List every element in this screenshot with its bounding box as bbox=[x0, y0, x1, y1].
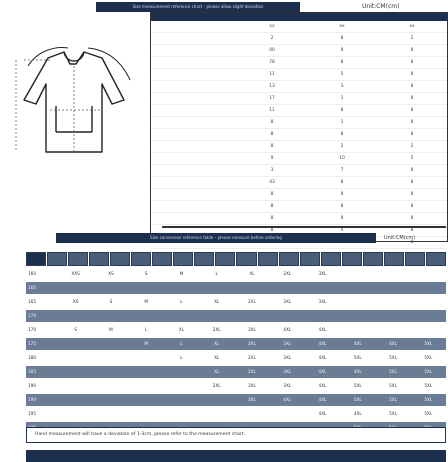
footer-note: Hand measurement will have a deviation of 1-3cm, please refer to the measurement chart. bbox=[26, 427, 446, 443]
table-cell: 8 bbox=[340, 192, 344, 197]
table-cell: 170 bbox=[28, 327, 36, 332]
header-title-bar: Size measurement reference chart – please allow slight deviation bbox=[96, 2, 300, 12]
table-cell: 4XL bbox=[389, 341, 397, 346]
col-header bbox=[225, 13, 299, 21]
table-cell: 160 bbox=[28, 271, 36, 276]
size-chip bbox=[47, 252, 67, 266]
table-cell bbox=[375, 282, 410, 294]
table-cell: 190 bbox=[28, 397, 36, 402]
table-cell: 8 bbox=[410, 48, 414, 53]
table-cell: 5XL bbox=[424, 369, 433, 374]
table-cell: 10 bbox=[339, 156, 345, 161]
table-cell: XL bbox=[214, 341, 220, 346]
table-cell: 2XL bbox=[212, 383, 221, 388]
table-cell: 2XL bbox=[248, 355, 256, 360]
table-cell: 1 bbox=[340, 96, 344, 101]
table-cell: 8 bbox=[340, 204, 344, 209]
table-cell bbox=[129, 282, 164, 294]
table-cell: 4XL bbox=[318, 411, 327, 416]
table-cell: 1 bbox=[340, 120, 344, 125]
table-cell: 3XL bbox=[283, 369, 292, 374]
table-cell: 8 bbox=[340, 216, 344, 221]
table-cell: 9 bbox=[270, 156, 274, 161]
table-cell: 165 bbox=[28, 299, 36, 304]
table-cell: 5XL bbox=[424, 383, 433, 388]
table-cell: 5XL bbox=[424, 355, 433, 360]
table-cell: 8 bbox=[270, 144, 274, 149]
table-cell: 5XL bbox=[424, 411, 433, 416]
table-cell: 3XL bbox=[318, 271, 327, 276]
table-cell bbox=[270, 282, 305, 294]
table-cell bbox=[164, 380, 199, 392]
table-cell bbox=[93, 394, 128, 406]
table-cell: 8 bbox=[410, 108, 414, 113]
table-cell: XS bbox=[108, 271, 114, 276]
table-cell: 5XL bbox=[389, 355, 397, 360]
table-cell bbox=[234, 282, 269, 294]
table-cell bbox=[93, 338, 128, 350]
table-cell bbox=[151, 201, 237, 212]
table-cell: 5 bbox=[340, 72, 344, 77]
table-cell: 5XL bbox=[353, 355, 362, 360]
table-cell: 8 bbox=[340, 180, 344, 185]
table-cell: 8 bbox=[410, 240, 414, 245]
table-cell bbox=[58, 338, 93, 350]
table-cell bbox=[151, 129, 237, 140]
table-cell: 43 bbox=[269, 180, 275, 185]
table-cell bbox=[129, 450, 164, 462]
table-cell bbox=[151, 93, 237, 104]
table-cell: 00 bbox=[269, 48, 275, 53]
table-row bbox=[151, 213, 447, 225]
table-cell: 2 bbox=[340, 144, 344, 149]
size-chip bbox=[152, 252, 172, 266]
table-cell: 180 bbox=[28, 355, 36, 360]
table-cell: xx bbox=[339, 24, 345, 29]
table-row bbox=[151, 177, 447, 189]
table-cell bbox=[375, 310, 410, 322]
table-row bbox=[151, 165, 447, 177]
table-cell: 8 bbox=[410, 228, 414, 233]
table-cell bbox=[199, 310, 234, 322]
table-cell: M bbox=[144, 299, 148, 304]
table-cell bbox=[129, 380, 164, 392]
table-cell: 5XL bbox=[389, 369, 397, 374]
table-row bbox=[26, 394, 446, 406]
table-cell bbox=[151, 57, 237, 68]
table-cell: 2XL bbox=[283, 271, 292, 276]
table-cell bbox=[199, 394, 234, 406]
table-cell: 8 bbox=[410, 132, 414, 137]
size-chip bbox=[321, 252, 341, 266]
table-cell: 4XL bbox=[318, 397, 327, 402]
table-cell: L bbox=[144, 327, 148, 332]
table-cell: 8 bbox=[270, 216, 274, 221]
table-cell bbox=[270, 310, 305, 322]
table-cell: 8 bbox=[340, 132, 344, 137]
table-cell bbox=[93, 366, 128, 378]
size-chip bbox=[110, 252, 130, 266]
table-cell: S bbox=[74, 327, 77, 332]
table-cell: 4XL bbox=[318, 355, 327, 360]
table-cell: xx bbox=[409, 24, 415, 29]
size-chips-row bbox=[26, 252, 446, 266]
size-chip bbox=[89, 252, 109, 266]
table-cell bbox=[164, 450, 199, 462]
table-cell: L bbox=[180, 299, 183, 304]
table-cell: 8 bbox=[410, 72, 414, 77]
table-cell bbox=[199, 408, 234, 420]
table-cell bbox=[93, 450, 128, 462]
table-cell: XL bbox=[249, 271, 255, 276]
table-cell bbox=[411, 296, 446, 308]
section2-unit-label: Unit:CM(cm) bbox=[384, 235, 416, 241]
table-cell bbox=[340, 268, 375, 280]
table-cell: 4XL bbox=[318, 383, 327, 388]
table-cell bbox=[93, 408, 128, 420]
table-cell bbox=[375, 296, 410, 308]
size-chip bbox=[26, 252, 46, 266]
table-cell bbox=[234, 310, 269, 322]
table-row bbox=[26, 408, 446, 420]
table-row bbox=[26, 296, 446, 308]
size-chip bbox=[405, 252, 425, 266]
table-cell bbox=[58, 310, 93, 322]
table-cell bbox=[151, 165, 237, 176]
table-cell: 13 bbox=[269, 84, 275, 89]
size-chip bbox=[215, 252, 235, 266]
table-cell: 11 bbox=[269, 72, 275, 77]
table-row bbox=[151, 117, 447, 129]
table-row bbox=[26, 310, 446, 322]
table-cell bbox=[411, 450, 446, 462]
table-cell: 5 bbox=[410, 156, 414, 161]
table-cell: 4 bbox=[340, 228, 344, 233]
table-cell bbox=[151, 189, 237, 200]
table-cell bbox=[199, 450, 234, 462]
table-cell: 8 bbox=[410, 168, 414, 173]
size-chip bbox=[194, 252, 214, 266]
table-cell: 8 bbox=[410, 84, 414, 89]
table-cell: 8 bbox=[410, 216, 414, 221]
col-header bbox=[373, 13, 447, 21]
table-cell: L bbox=[180, 355, 183, 360]
table-row bbox=[151, 69, 447, 81]
table-cell bbox=[411, 324, 446, 336]
section2-title-bar: Size conversion reference table – please measure before ordering bbox=[56, 233, 376, 243]
table-cell bbox=[411, 282, 446, 294]
table-cell bbox=[129, 408, 164, 420]
measurement-table-header bbox=[151, 13, 447, 21]
table-row bbox=[151, 45, 447, 57]
measurement-table-body bbox=[151, 21, 447, 249]
table-row bbox=[151, 189, 447, 201]
table-cell: 8 bbox=[340, 108, 344, 113]
size-chip bbox=[300, 252, 320, 266]
table-cell: 5XL bbox=[424, 397, 433, 402]
table-cell: 5XL bbox=[353, 397, 362, 402]
table-cell: 2XL bbox=[248, 369, 256, 374]
table-cell: 5XL bbox=[389, 397, 397, 402]
table-cell: 5XL bbox=[389, 411, 397, 416]
table-cell: 3XL bbox=[248, 327, 256, 332]
table-cell: XS bbox=[72, 299, 79, 304]
table-cell: 4XL bbox=[318, 327, 327, 332]
table-cell: 8 bbox=[270, 120, 274, 125]
table-cell: 8 bbox=[410, 120, 414, 125]
table-cell: 175 bbox=[28, 341, 36, 346]
table-divider bbox=[162, 226, 446, 228]
table-cell: 3XL bbox=[283, 341, 292, 346]
table-cell: 170 bbox=[28, 313, 36, 318]
size-chip bbox=[426, 252, 446, 266]
table-cell: 195 bbox=[28, 411, 36, 416]
table-row bbox=[151, 33, 447, 45]
table-cell bbox=[129, 366, 164, 378]
table-row bbox=[26, 450, 446, 462]
table-cell: 4XL bbox=[283, 327, 292, 332]
table-cell bbox=[305, 450, 340, 462]
size-chip bbox=[236, 252, 256, 266]
table-cell: 11 bbox=[269, 108, 275, 113]
size-chip bbox=[342, 252, 362, 266]
table-cell bbox=[411, 310, 446, 322]
table-cell bbox=[164, 282, 199, 294]
table-cell: S bbox=[144, 271, 148, 276]
table-cell: 4XL bbox=[353, 341, 362, 346]
size-chip bbox=[363, 252, 383, 266]
table-cell: 165 bbox=[28, 285, 36, 290]
table-cell bbox=[164, 366, 199, 378]
table-cell bbox=[234, 450, 269, 462]
table-cell bbox=[151, 45, 237, 56]
table-cell: 3 bbox=[340, 84, 344, 89]
col-header bbox=[299, 13, 373, 21]
table-cell bbox=[26, 450, 58, 462]
table-cell: 78 bbox=[269, 60, 275, 65]
table-row bbox=[26, 338, 446, 350]
table-row bbox=[151, 57, 447, 69]
table-cell: 4XL bbox=[318, 369, 327, 374]
table-row bbox=[151, 129, 447, 141]
table-cell: M bbox=[109, 327, 113, 332]
table-cell: XL bbox=[214, 369, 220, 374]
table-cell bbox=[340, 324, 375, 336]
table-cell bbox=[151, 105, 237, 116]
table-cell: 8 bbox=[340, 48, 344, 53]
table-row bbox=[151, 93, 447, 105]
table-cell: 4XL bbox=[353, 411, 362, 416]
table-cell bbox=[340, 282, 375, 294]
size-chip bbox=[131, 252, 151, 266]
table-cell: 3 bbox=[270, 168, 274, 173]
table-cell: 8 bbox=[270, 192, 274, 197]
table-row bbox=[26, 268, 446, 280]
table-cell bbox=[305, 282, 340, 294]
table-cell: M bbox=[144, 341, 148, 346]
size-chip bbox=[173, 252, 193, 266]
table-cell: 8 bbox=[340, 36, 344, 41]
table-cell bbox=[164, 408, 199, 420]
col-header bbox=[151, 13, 225, 21]
size-chip bbox=[384, 252, 404, 266]
measurement-table bbox=[150, 12, 448, 245]
table-cell: xx bbox=[269, 24, 275, 29]
table-cell bbox=[58, 282, 93, 294]
table-cell: 5XL bbox=[389, 383, 397, 388]
table-cell: L bbox=[180, 341, 183, 346]
table-cell: 4XL bbox=[318, 341, 327, 346]
table-cell: 3XL bbox=[248, 397, 256, 402]
table-row bbox=[26, 366, 446, 378]
table-cell bbox=[199, 282, 234, 294]
table-cell bbox=[270, 450, 305, 462]
table-cell bbox=[305, 310, 340, 322]
table-cell bbox=[234, 408, 269, 420]
table-cell bbox=[58, 352, 93, 364]
table-cell bbox=[151, 21, 237, 32]
table-row bbox=[151, 81, 447, 93]
table-cell: L bbox=[215, 271, 218, 276]
table-row bbox=[26, 352, 446, 364]
table-cell bbox=[340, 310, 375, 322]
table-cell bbox=[129, 352, 164, 364]
table-cell bbox=[340, 296, 375, 308]
table-cell: 185 bbox=[28, 369, 36, 374]
garment-sketch-icon bbox=[4, 40, 144, 160]
table-cell bbox=[375, 450, 410, 462]
table-cell bbox=[129, 394, 164, 406]
table-cell: 3XL bbox=[248, 383, 256, 388]
table-cell: 8 bbox=[410, 96, 414, 101]
table-cell: XXS bbox=[71, 271, 80, 276]
table-cell bbox=[93, 282, 128, 294]
table-cell: XL bbox=[178, 327, 185, 332]
table-cell: 8 bbox=[410, 60, 414, 65]
table-cell: XL bbox=[214, 299, 220, 304]
table-cell: 4XL bbox=[353, 369, 362, 374]
table-cell bbox=[151, 141, 237, 152]
table-cell bbox=[151, 177, 237, 188]
table-row bbox=[151, 153, 447, 165]
table-cell: 8 bbox=[270, 132, 274, 137]
table-cell: 2XL bbox=[248, 299, 256, 304]
size-chip bbox=[279, 252, 299, 266]
table-cell bbox=[270, 408, 305, 420]
table-cell: 2 bbox=[410, 144, 414, 149]
table-row bbox=[151, 141, 447, 153]
table-cell: 3XL bbox=[283, 299, 292, 304]
table-row bbox=[151, 201, 447, 213]
table-cell bbox=[340, 450, 375, 462]
table-cell bbox=[93, 310, 128, 322]
table-cell: 8 bbox=[270, 204, 274, 209]
table-cell bbox=[151, 213, 237, 224]
table-cell bbox=[151, 33, 237, 44]
table-cell: 3XL bbox=[318, 299, 327, 304]
table-cell bbox=[58, 366, 93, 378]
table-cell bbox=[411, 268, 446, 280]
table-cell: XL bbox=[214, 355, 220, 360]
table-cell bbox=[375, 324, 410, 336]
table-row bbox=[26, 380, 446, 392]
unit-label: Unit:CM(cm) bbox=[362, 3, 400, 10]
table-cell bbox=[151, 153, 237, 164]
table-cell: 2 bbox=[410, 36, 414, 41]
table-cell: S bbox=[109, 299, 113, 304]
table-cell: 8 bbox=[410, 204, 414, 209]
table-cell: 7 bbox=[340, 168, 344, 173]
table-cell bbox=[58, 380, 93, 392]
table-cell: 8 bbox=[410, 192, 414, 197]
size-chart-page bbox=[4, 0, 444, 448]
table-cell bbox=[129, 310, 164, 322]
table-cell bbox=[151, 69, 237, 80]
table-cell bbox=[58, 450, 93, 462]
table-cell bbox=[58, 394, 93, 406]
table-cell: 8 bbox=[270, 228, 274, 233]
table-cell: 5XL bbox=[424, 341, 433, 346]
table-cell bbox=[375, 268, 410, 280]
table-cell: 17 bbox=[269, 96, 275, 101]
table-cell: 190 bbox=[28, 383, 36, 388]
table-row bbox=[151, 105, 447, 117]
table-cell bbox=[58, 408, 93, 420]
table-cell: 4XL bbox=[283, 397, 292, 402]
table-cell bbox=[151, 81, 237, 92]
table-cell: 2XL bbox=[212, 327, 221, 332]
size-chip bbox=[258, 252, 278, 266]
table-cell: 3XL bbox=[283, 355, 292, 360]
table-row bbox=[26, 282, 446, 294]
table-cell: 8 bbox=[340, 60, 344, 65]
table-cell: M bbox=[179, 271, 184, 276]
table-cell: 8 bbox=[410, 180, 414, 185]
table-cell bbox=[93, 380, 128, 392]
table-row bbox=[26, 324, 446, 336]
table-cell: 2XL bbox=[248, 341, 256, 346]
size-chip bbox=[68, 252, 88, 266]
table-row bbox=[151, 21, 447, 33]
table-cell: 2 bbox=[270, 36, 274, 41]
table-cell: 5XL bbox=[353, 383, 362, 388]
table-cell bbox=[93, 352, 128, 364]
table-cell bbox=[164, 394, 199, 406]
table-cell: 3XL bbox=[283, 383, 292, 388]
table-cell bbox=[164, 310, 199, 322]
table-cell bbox=[151, 117, 237, 128]
